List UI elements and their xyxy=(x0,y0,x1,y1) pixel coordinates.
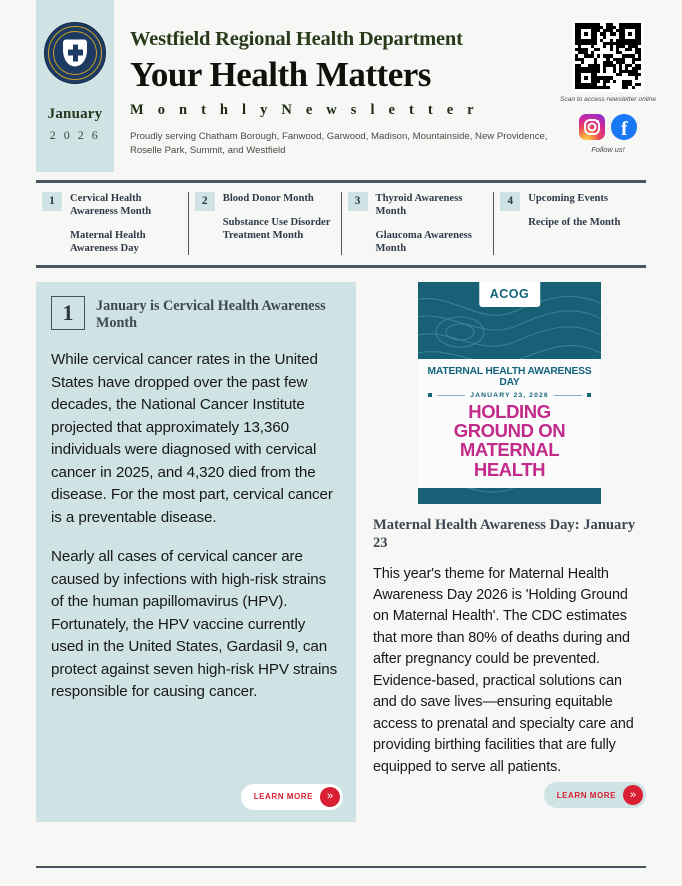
campaign-date-row xyxy=(428,392,591,399)
follow-us-label: Follow us! xyxy=(591,145,625,155)
learn-more-button-left[interactable] xyxy=(241,784,343,810)
article-number-badge: 1 xyxy=(51,296,85,330)
instagram-icon[interactable] xyxy=(579,114,605,140)
nav-item-label[interactable]: Recipe of the Month xyxy=(528,216,621,228)
nav-bottom-rule xyxy=(36,265,646,268)
nav-item-1[interactable] xyxy=(36,192,189,256)
double-chevron-right-icon: » xyxy=(320,787,340,807)
campaign-date: JANUARY 23, 2026 xyxy=(470,391,549,399)
article-header xyxy=(51,296,341,332)
nav-item-label[interactable]: Upcoming Events xyxy=(528,192,609,204)
nav-item-number: 2 xyxy=(195,192,215,211)
page-title: Your Health Matters xyxy=(130,55,431,94)
issue-year: 2 0 2 6 xyxy=(49,128,101,142)
article-title: January is Cervical Health Awareness Month xyxy=(96,297,326,331)
article-paragraph-2: Nearly all cases of cervical cancer are caused by infections with high-risk strains of the human papillomavirus (HPV). Fortunately, the HPV vaccine currently used in the United States, Gardasil 9, can protect against seven high-risk HPV strains responsible for causing cancer. xyxy=(51,548,338,700)
serving-communities-text: Proudly serving Chatham Borough, Fanwood, Garwood, Madison, Mountainside, New Providence, Roselle Park, Summit, and Westfield xyxy=(130,131,548,156)
nav-item-labels xyxy=(70,192,180,256)
nav-item-label[interactable]: Blood Donor Month xyxy=(222,192,314,204)
newsletter-subtitle: M o n t h l y N e w s l e t t e r xyxy=(130,102,479,118)
nav-item-labels xyxy=(528,192,620,256)
campaign-banner-line1: MATERNAL HEALTH AWARENESS DAY xyxy=(427,365,592,388)
learn-more-label-right: LEARN MORE xyxy=(556,790,616,800)
nav-item-number: 4 xyxy=(500,192,520,211)
campaign-banner xyxy=(418,359,601,488)
issue-month: January xyxy=(47,106,103,122)
acog-logo xyxy=(479,282,541,307)
masthead-titles xyxy=(114,0,552,158)
nav-item-4[interactable] xyxy=(494,192,646,256)
footer-divider xyxy=(36,866,646,869)
article-body xyxy=(51,349,341,704)
nav-item-label[interactable]: Glaucoma Awareness Month xyxy=(375,229,472,255)
nav-item-label[interactable]: Thyroid Awareness Month xyxy=(375,192,463,217)
qr-caption: Scan to access newsletter online xyxy=(559,96,657,103)
article-title-right: Maternal Health Awareness Day: January 23 xyxy=(373,516,636,551)
facebook-icon[interactable]: f xyxy=(611,114,637,140)
learn-more-button-right[interactable] xyxy=(373,782,646,808)
nav-item-label[interactable]: Substance Use Disorder Treatment Month xyxy=(222,216,331,241)
article-body-right: This year's theme for Maternal Health Awareness Day 2026 is 'Holding Ground on Maternal Health'. The CDC estimates that more than 80% of deaths during and after pregnancy could be prevented. Evidence-based, practical solutions can and do save lives—ensuring equitable access to prenatal and specialty care and providing birthing facilities that are fully equipped to serve all patients. xyxy=(373,565,634,775)
learn-more-label: LEARN MORE xyxy=(253,792,313,802)
nav-item-3[interactable] xyxy=(342,192,495,256)
month-panel xyxy=(36,0,114,172)
social-links xyxy=(579,114,637,140)
acog-campaign-image xyxy=(418,282,601,504)
nav-item-labels xyxy=(376,192,486,256)
qr-and-social-column xyxy=(552,0,664,154)
department-name: Westfield Regional Health Department xyxy=(130,28,463,50)
nav-item-labels xyxy=(223,192,333,256)
contents-nav xyxy=(36,180,646,268)
nav-item-label[interactable]: Maternal Health Awareness Day xyxy=(70,229,146,255)
acog-logo-text: ACOG xyxy=(489,286,530,301)
nav-item-label[interactable]: Cervical Health Awareness Month xyxy=(70,192,152,217)
article-cervical-health xyxy=(36,282,356,822)
article-paragraph-1: While cervical cancer rates in the United States have dropped over the past few decades, the National Cancer Institute projected that approximately 13,360 individuals were diagnosed with cervical cancer in 2025, and 4,320 died from the disease. For the most part, cervical cancer is a preventable disease. xyxy=(51,351,333,526)
qr-code-icon[interactable] xyxy=(572,20,644,92)
nav-item-number: 1 xyxy=(42,192,62,211)
nav-item-number: 3 xyxy=(348,192,368,211)
masthead xyxy=(0,0,682,172)
double-chevron-right-icon: » xyxy=(623,785,643,805)
health-department-seal-icon xyxy=(44,22,106,84)
nav-item-2[interactable] xyxy=(189,192,342,256)
articles-section xyxy=(36,282,646,822)
campaign-banner-line2: HOLDING GROUND ON MATERNAL HEALTH xyxy=(453,400,566,480)
article-maternal-health xyxy=(373,282,646,822)
